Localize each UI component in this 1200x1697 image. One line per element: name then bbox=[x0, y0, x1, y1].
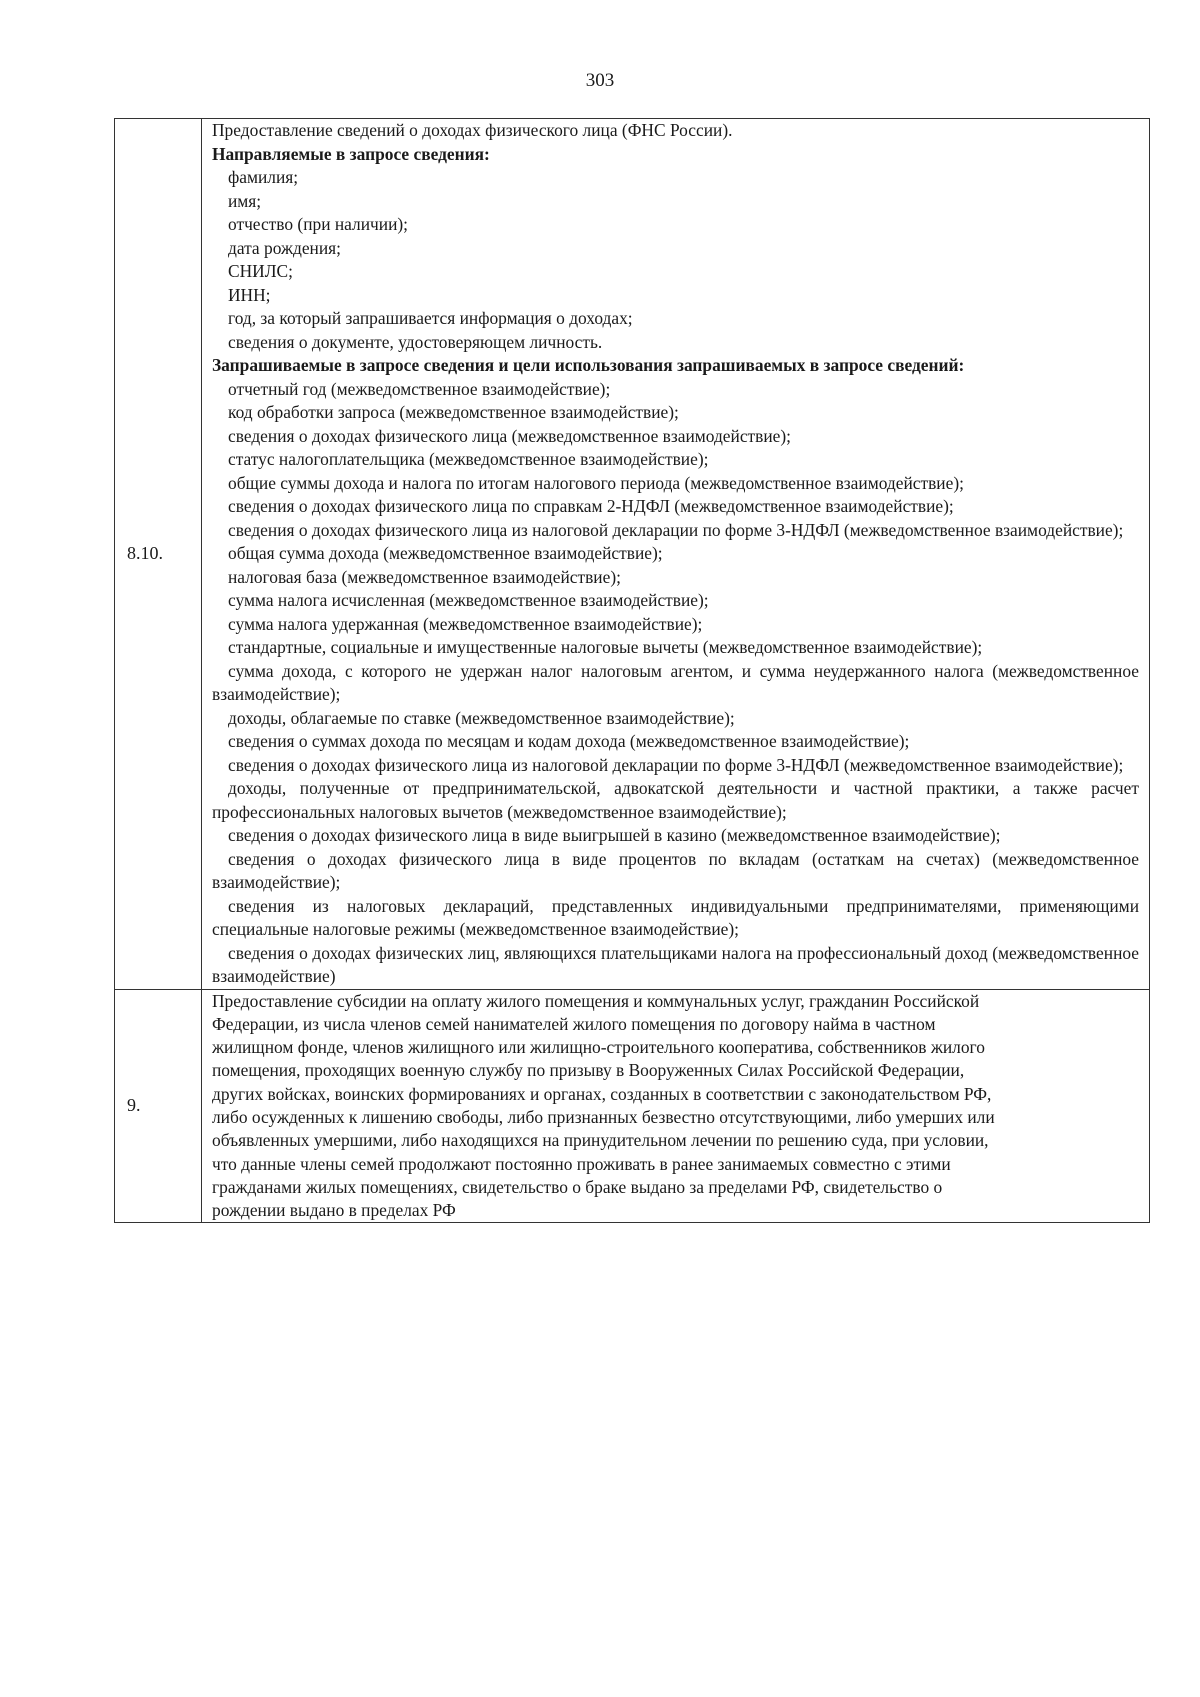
list-item: сведения о документе, удостоверяющем личность. bbox=[228, 331, 603, 352]
sent-data-list bbox=[212, 166, 1139, 354]
list-item: налоговая база (межведомственное взаимодействие); bbox=[228, 566, 621, 587]
sent-data-heading: Направляемые в запросе сведения: bbox=[212, 143, 490, 164]
page-number: 303 bbox=[585, 70, 615, 91]
requested-data-heading: Запрашиваемые в запросе сведения и цели использования запрашиваемых в запросе сведений: bbox=[212, 355, 965, 375]
list-item: сведения о доходах физического лица из налоговой декларации по форме 3-НДФЛ (межведомственное взаимодействие); bbox=[228, 519, 1124, 540]
list-item: доходы, полученные от предпринимательской, адвокатской деятельности и частной практики, а также расчет профессиональных налоговых вычетов (межведомственное взаимодействие); bbox=[212, 778, 1139, 822]
list-item: общие суммы дохода и налога по итогам налогового периода (межведомственное взаимодействие); bbox=[228, 472, 964, 493]
text-line: Предоставление субсидии на оплату жилого помещения и коммунальных услуг, гражданин Российской bbox=[212, 990, 980, 1011]
requested-data-list bbox=[212, 378, 1139, 989]
text-line: помещения, проходящих военную службу по призыву в Вооруженных Силах Российской Федерации, bbox=[212, 1060, 965, 1081]
table-row bbox=[115, 989, 1150, 1223]
list-item: сумма налога удержанная (межведомственное взаимодействие); bbox=[228, 613, 703, 634]
list-item: сведения о доходах физического лица в виде процентов по вкладам (остаткам на счетах) (межведомственное взаимодействие); bbox=[212, 848, 1139, 892]
list-item: ИНН; bbox=[228, 284, 271, 305]
list-item: доходы, облагаемые по ставке (межведомственное взаимодействие); bbox=[228, 707, 735, 728]
list-item: сведения о доходах физического лица в виде выигрышей в казино (межведомственное взаимодействие); bbox=[228, 825, 1001, 845]
list-item: сведения о доходах физических лиц, являющихся плательщиками налога на профессиональный доход (межведомственное взаимодействие) bbox=[212, 942, 1139, 986]
list-item: дата рождения; bbox=[228, 237, 341, 258]
table-row bbox=[115, 119, 1150, 990]
list-item: статус налогоплательщика (межведомственное взаимодействие); bbox=[228, 449, 709, 469]
row-number: 8.10. bbox=[115, 119, 202, 990]
list-item: сведения о доходах физического лица из налоговой декларации по форме 3-НДФЛ (межведомственное взаимодействие); bbox=[228, 754, 1124, 775]
services-table bbox=[114, 118, 1150, 1223]
list-item: сведения о доходах физического лица (межведомственное взаимодействие); bbox=[228, 425, 792, 446]
list-item: стандартные, социальные и имущественные налоговые вычеты (межведомственное взаимодействие); bbox=[228, 637, 983, 657]
text-line: объявленных умершими, либо находящихся на принудительном лечении по решению суда, при условии, bbox=[212, 1130, 989, 1151]
list-item: сумма дохода, с которого не удержан налог налоговым агентом, и сумма неудержанного налога (межведомственное взаимодействие); bbox=[212, 660, 1139, 704]
list-item: фамилия; bbox=[228, 167, 299, 187]
list-item: код обработки запроса (межведомственное взаимодействие); bbox=[228, 402, 679, 422]
text-line: гражданами жилых помещениях, свидетельство о браке выдано за пределами РФ, свидетельство о bbox=[212, 1176, 943, 1197]
service-title: Предоставление сведений о доходах физического лица (ФНС России). bbox=[212, 120, 733, 140]
list-item: имя; bbox=[228, 190, 262, 211]
text-line: других войсках, воинских формированиях и органах, созданных в соответствии с законодательством РФ, bbox=[212, 1083, 992, 1104]
list-item: СНИЛС; bbox=[228, 261, 293, 281]
list-item: отчество (при наличии); bbox=[228, 214, 409, 234]
text-line: Федерации, из числа членов семей нанимателей жилого помещения по договору найма в частном bbox=[212, 1013, 936, 1034]
list-item: сумма налога исчисленная (межведомственное взаимодействие); bbox=[228, 590, 709, 610]
list-item: отчетный год (межведомственное взаимодействие); bbox=[228, 378, 611, 399]
row-number: 9. bbox=[115, 989, 202, 1223]
list-item: общая сумма дохода (межведомственное взаимодействие); bbox=[228, 543, 663, 563]
list-item: сведения о доходах физического лица по справкам 2-НДФЛ (межведомственное взаимодействие); bbox=[228, 496, 954, 516]
list-item: год, за который запрашивается информация о доходах; bbox=[228, 308, 633, 328]
text-line: что данные члены семей продолжают постоянно проживать в ранее занимаемых совместно с этими bbox=[212, 1153, 951, 1174]
row-content bbox=[202, 989, 1150, 1223]
text-line: либо осужденных к лишению свободы, либо признанных безвестно отсутствующими, либо умерших или bbox=[212, 1106, 995, 1127]
list-item: сведения о суммах дохода по месяцам и кодам дохода (межведомственное взаимодействие); bbox=[228, 731, 910, 751]
text-line: жилищном фонде, членов жилищного или жилищно-строительного кооператива, собственников жилого bbox=[212, 1037, 985, 1058]
text-line: рождении выдано в пределах РФ bbox=[212, 1200, 456, 1221]
list-item: сведения из налоговых деклараций, представленных индивидуальными предпринимателями, применяющими специальные налоговые режимы (межведомственное взаимодействие); bbox=[212, 895, 1139, 939]
row-content bbox=[202, 119, 1150, 990]
